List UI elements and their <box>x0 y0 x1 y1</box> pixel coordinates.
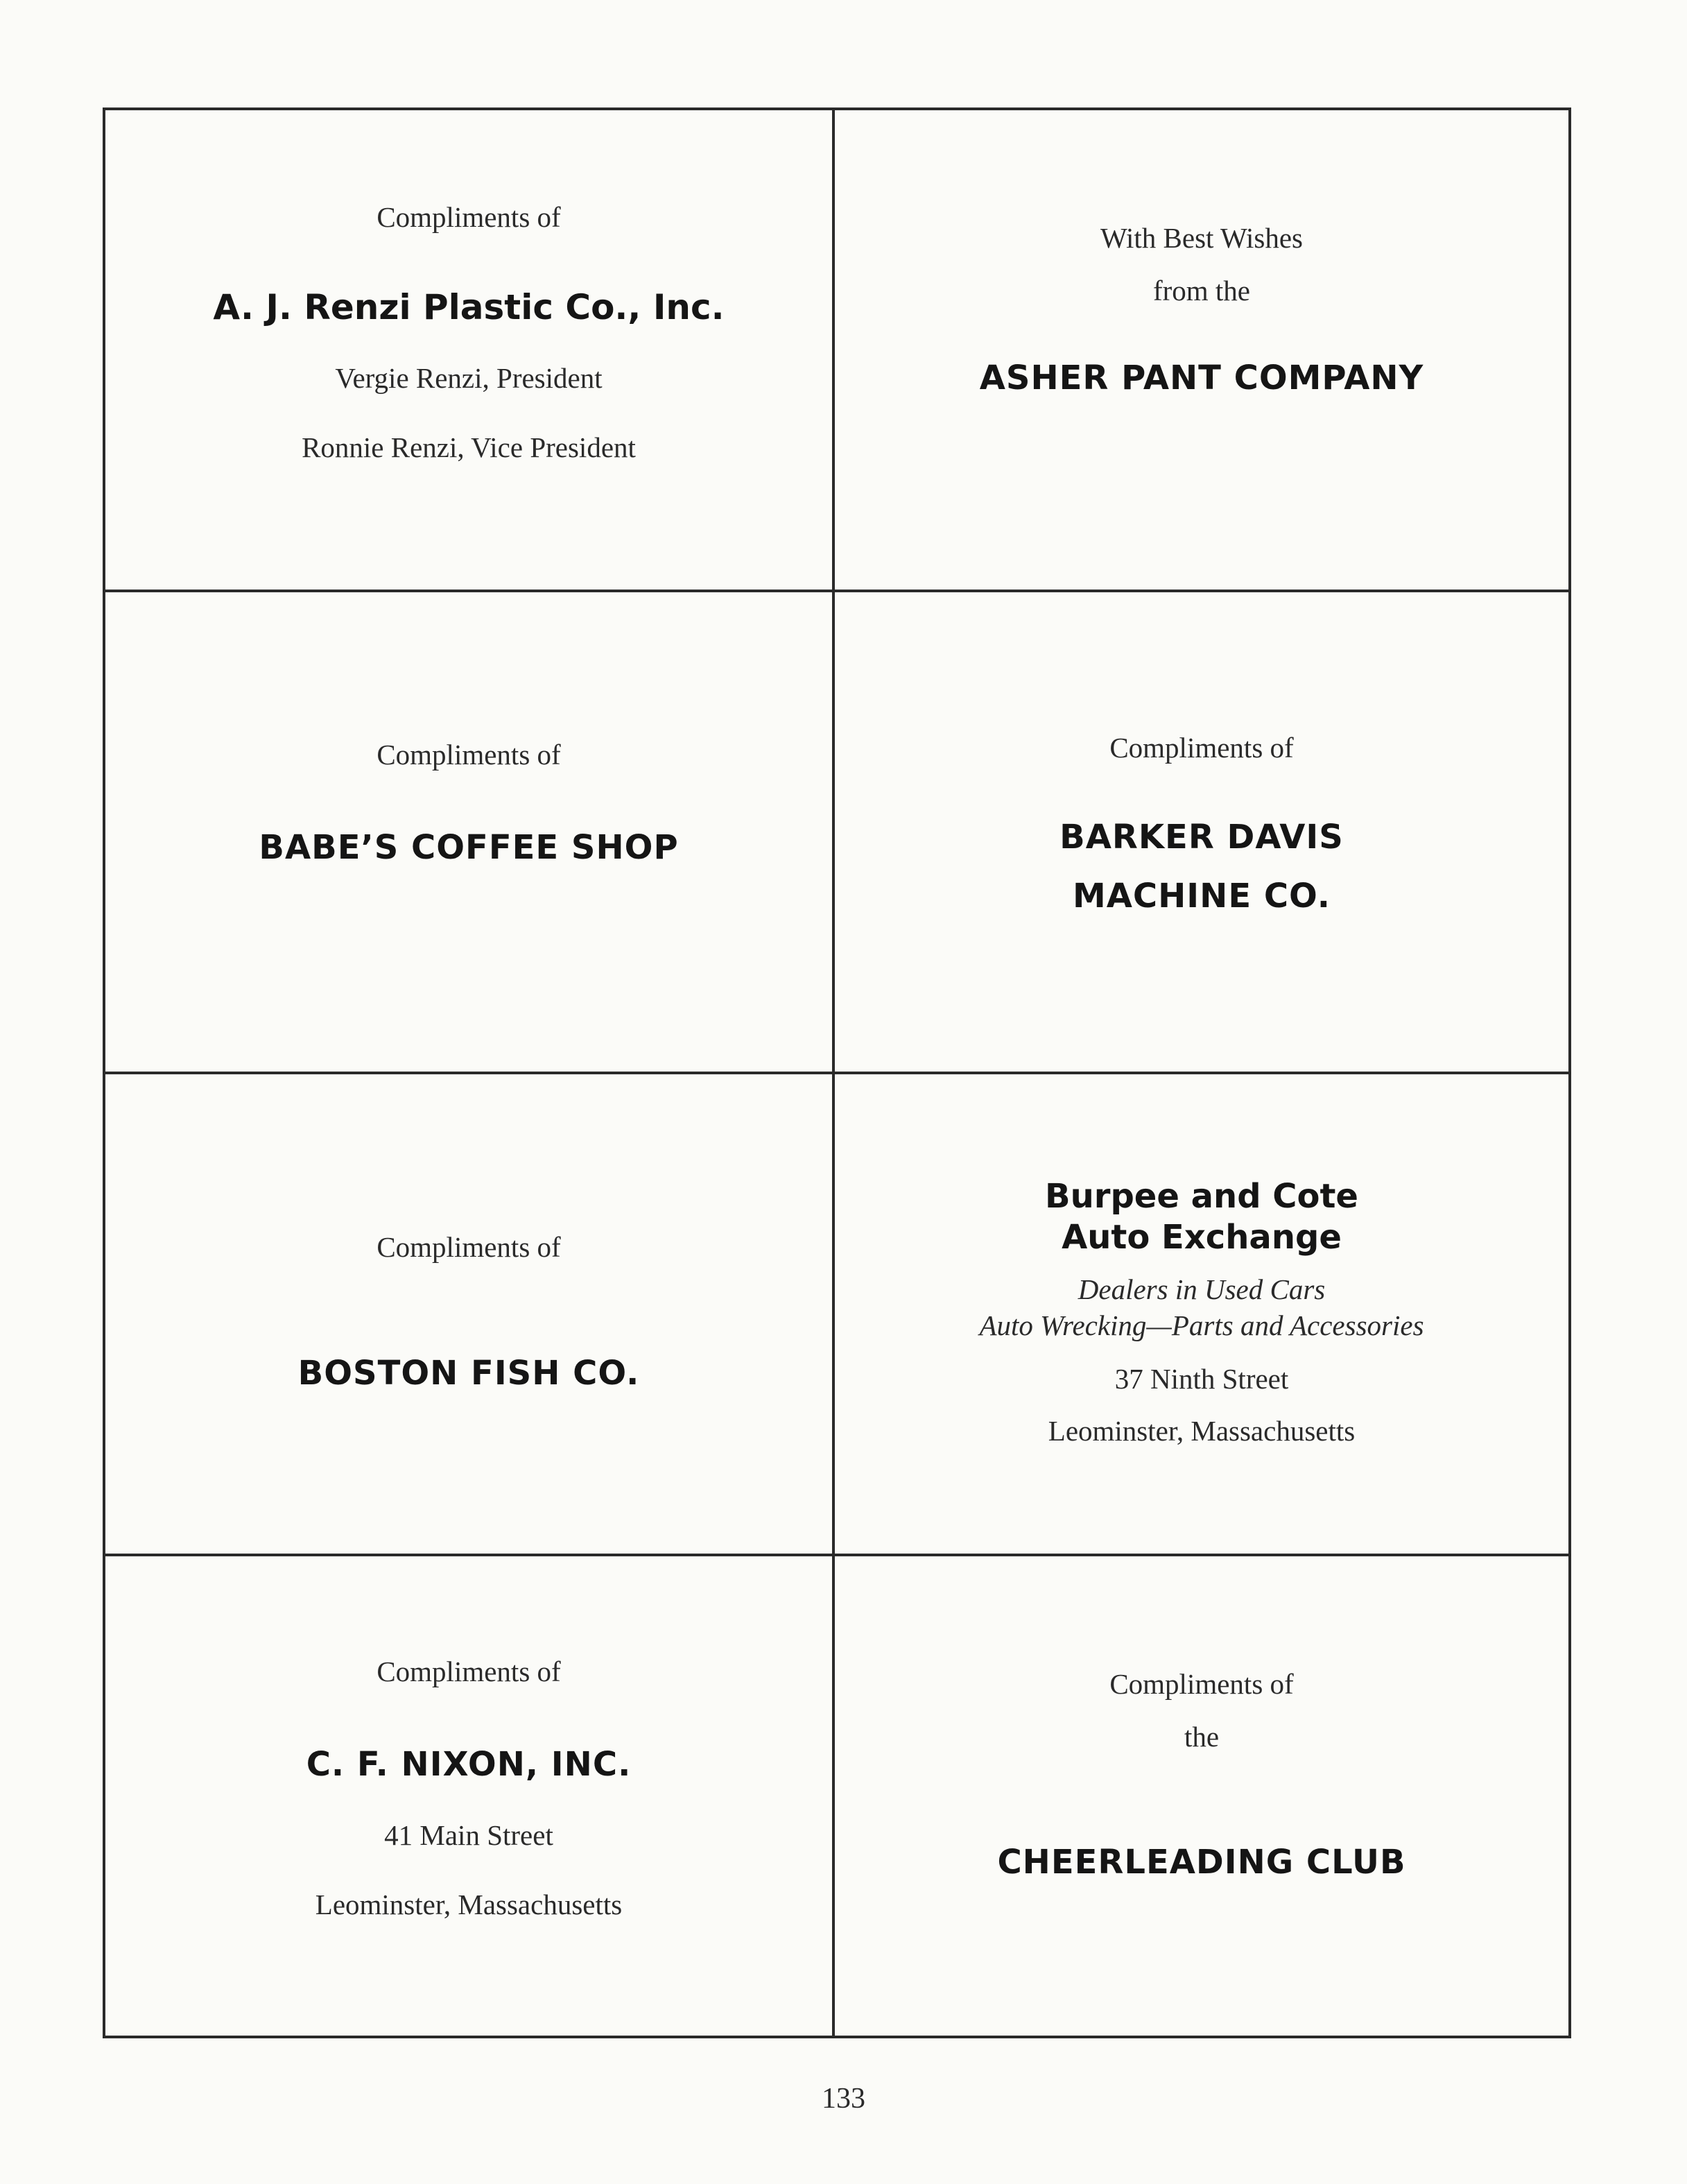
ad-business-name: C. F. NIXON, INC. <box>306 1745 632 1784</box>
ad-intro: Compliments of <box>377 1656 561 1687</box>
ad-detail: Ronnie Renzi, Vice President <box>302 431 636 463</box>
ad-city: Leominster, Massachusetts <box>1048 1415 1356 1447</box>
ad-address: 37 Ninth Street <box>1114 1363 1289 1395</box>
ad-intro: Compliments of <box>1109 1668 1294 1700</box>
ad-babes-coffee <box>105 592 835 1074</box>
ad-intro: Compliments of <box>377 739 561 771</box>
ad-intro: from the <box>1152 275 1251 307</box>
ad-detail: Dealers in Used Cars <box>1078 1273 1326 1305</box>
ad-business-name: BARKER DAVIS <box>1059 818 1344 857</box>
ad-asher-pant <box>835 110 1568 592</box>
ad-burpee-cote <box>835 1074 1568 1556</box>
ad-business-name: A. J. Renzi Plastic Co., Inc. <box>213 287 725 327</box>
ad-address: 41 Main Street <box>384 1819 553 1851</box>
ad-detail: Vergie Renzi, President <box>335 362 603 394</box>
ad-intro: Compliments of <box>1109 732 1294 764</box>
ad-renzi-plastic <box>105 110 835 592</box>
ad-cheerleading-club <box>835 1556 1568 2036</box>
ad-cf-nixon <box>105 1556 835 2036</box>
ad-boston-fish <box>105 1074 835 1556</box>
ad-intro: With Best Wishes <box>1100 222 1304 254</box>
ad-detail: Auto Wrecking—Parts and Accessories <box>979 1309 1424 1341</box>
ad-business-name: ASHER PANT COMPANY <box>979 359 1424 397</box>
ad-business-name: Burpee and Cote <box>1045 1177 1358 1216</box>
ad-city: Leominster, Massachusetts <box>315 1889 623 1920</box>
ad-business-name: Auto Exchange <box>1062 1218 1342 1257</box>
ad-barker-davis <box>835 592 1568 1074</box>
ad-business-name: MACHINE CO. <box>1072 877 1331 915</box>
advertisement-grid <box>103 108 1571 2038</box>
ad-intro: Compliments of <box>377 201 561 233</box>
ad-intro: Compliments of <box>377 1231 561 1263</box>
ad-business-name: BOSTON FISH CO. <box>297 1354 640 1393</box>
ad-business-name: CHEERLEADING CLUB <box>997 1843 1406 1882</box>
ad-intro: the <box>1184 1721 1220 1753</box>
page-number: 133 <box>822 2083 865 2115</box>
ad-business-name: BABE’S COFFEE SHOP <box>259 828 679 867</box>
